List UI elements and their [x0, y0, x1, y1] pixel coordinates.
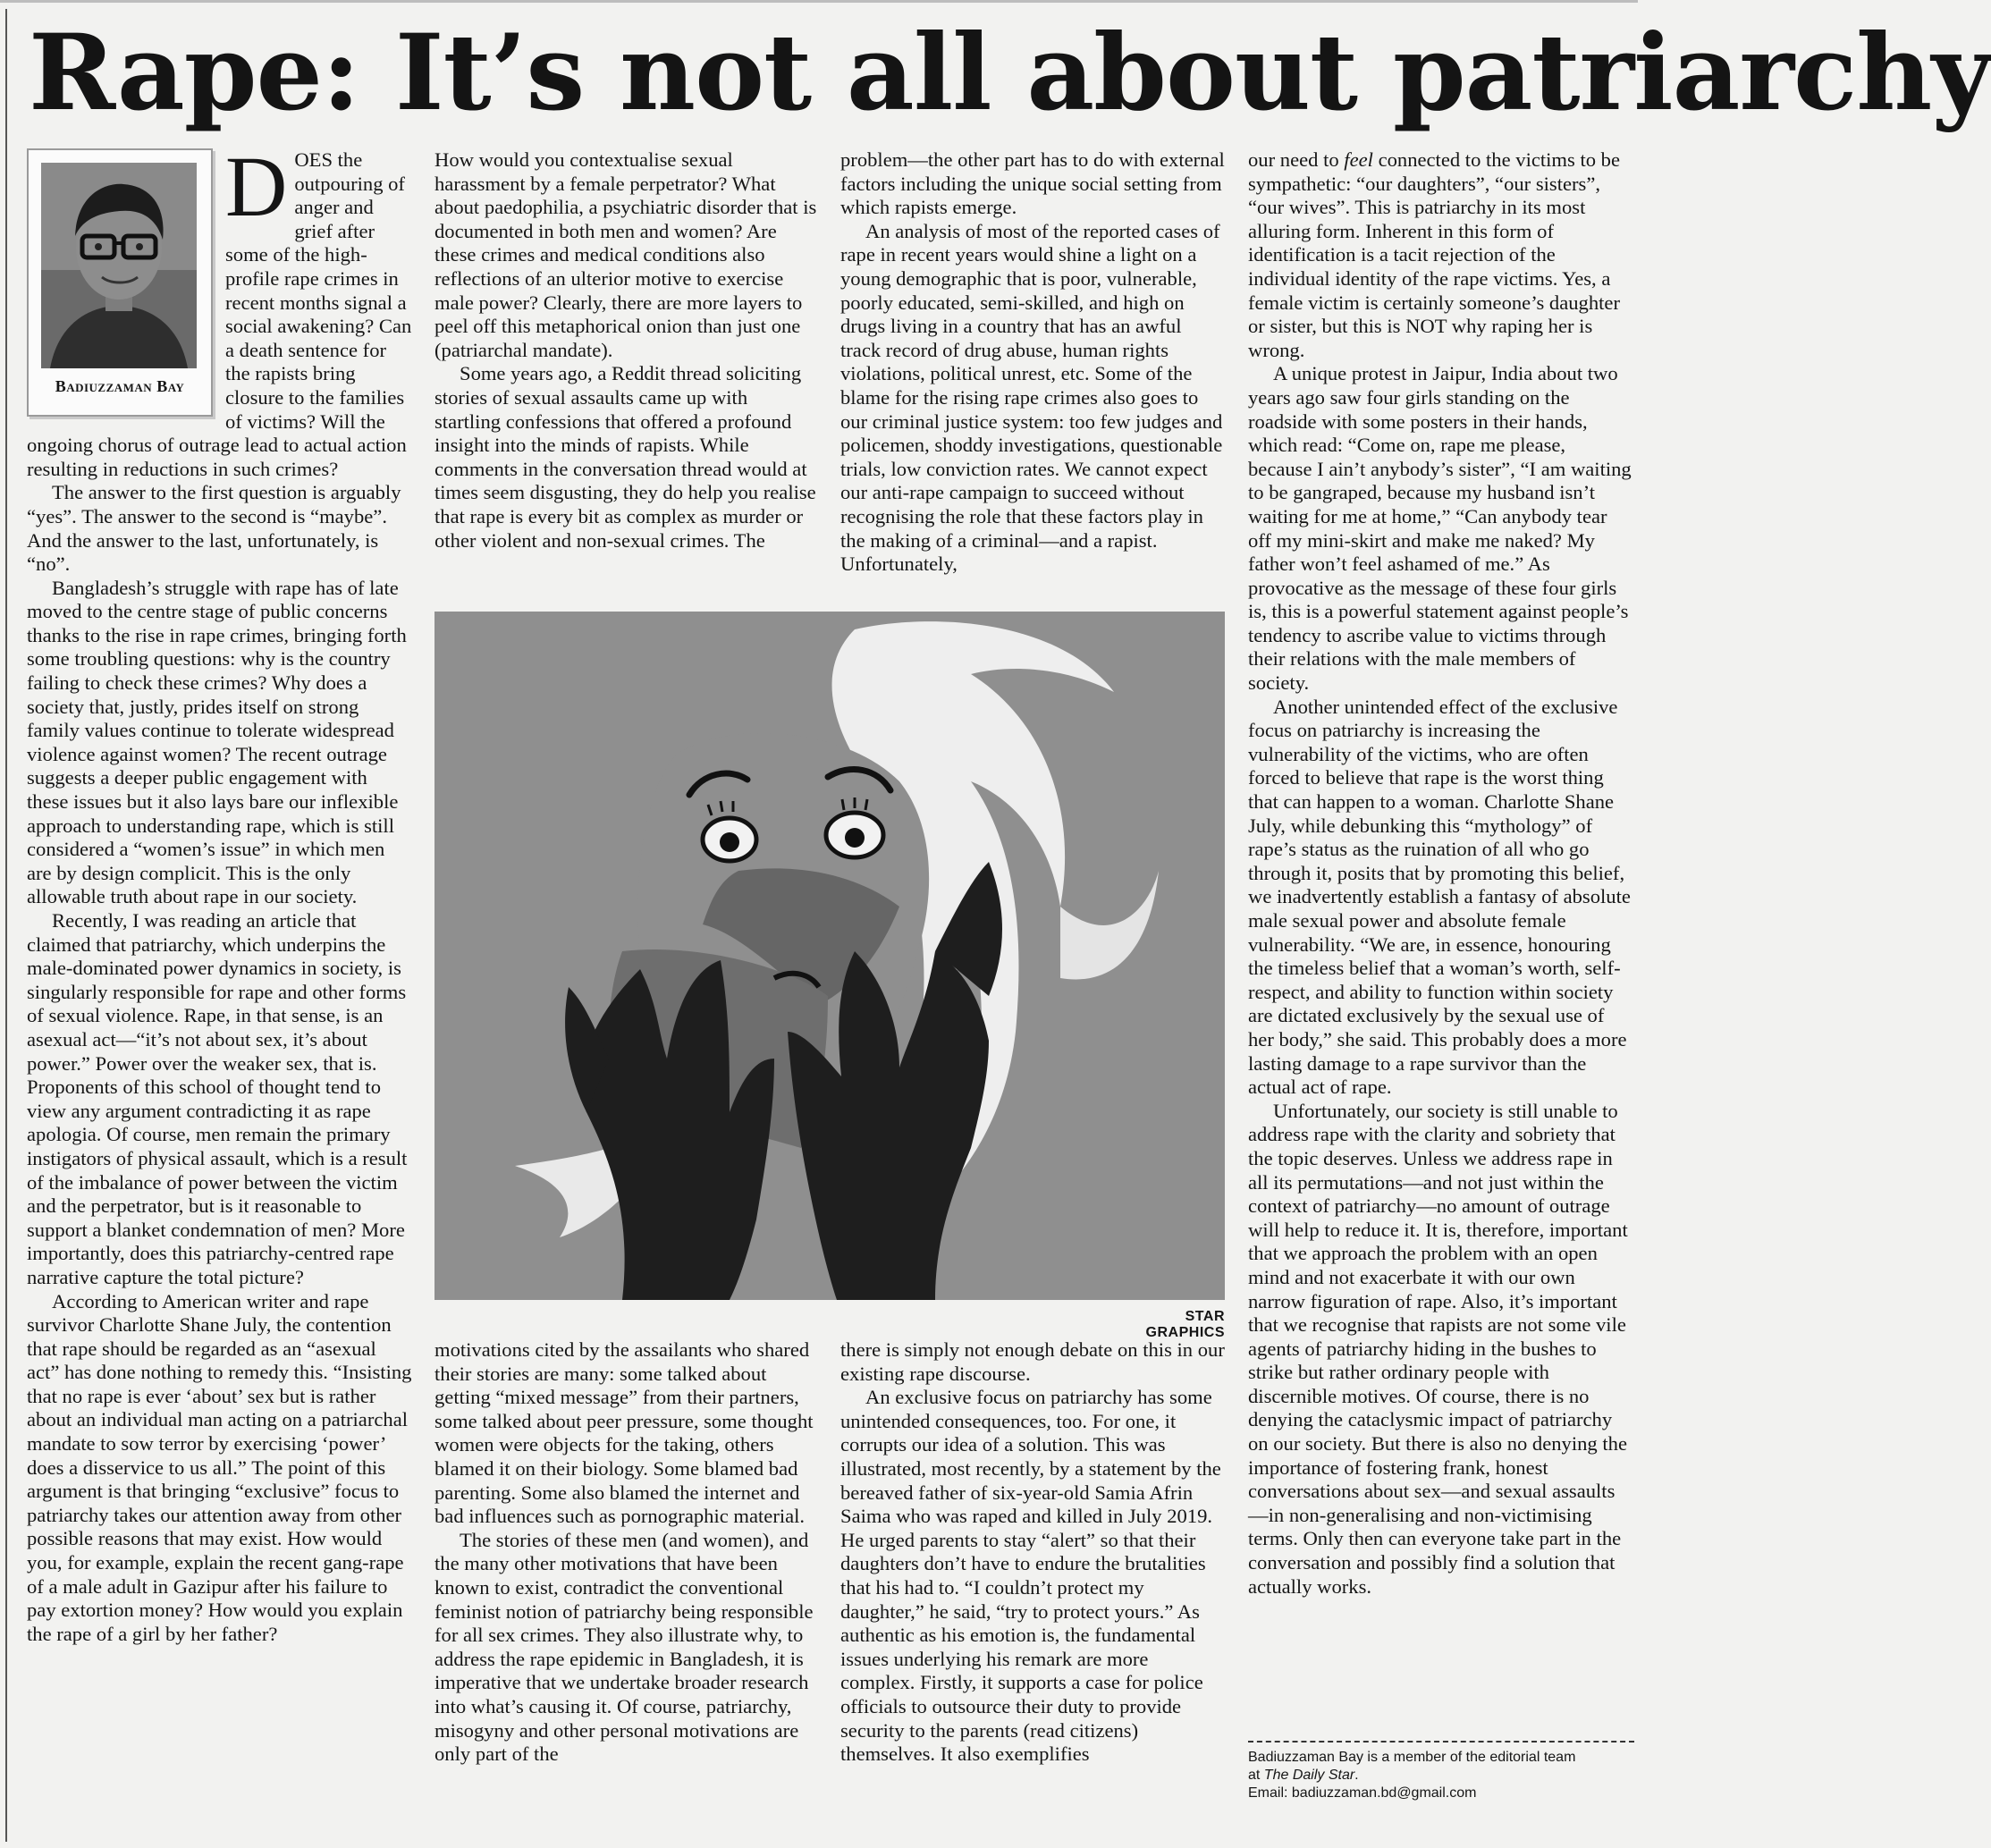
- body-paragraph: How would you contextualise sexual harassment by a female perpetrator? What about paedophilia, a psychiatric disorder that is documented in both men and women? Are these crimes and medical conditions also reflections of an ulterior motive to exercise male power? Clearly, there are more layers to peel off this metaphorical onion than just one (patriarchal mandate).: [434, 148, 817, 361]
- publication-name: The Daily Star: [1263, 1768, 1355, 1783]
- body-paragraph: The answer to the first question is arguably “yes”. The answer to the second is “maybe”. And the answer to the last, unfortunately, is “no”.: [27, 481, 401, 576]
- author-email: Email: badiuzzaman.bd@gmail.com: [1248, 1785, 1477, 1801]
- body-paragraph: motivations cited by the assailants who shared their stories are many: some talked about getting “mixed message” from their partners, some talked about peer pressure, some thought women were objects for the taking, others blamed it on their biology. Some blamed bad parenting. Some also blamed the internet and bad influences such as pornographic material.: [434, 1338, 814, 1528]
- text-run: at: [1248, 1768, 1264, 1783]
- body-paragraph: Bangladesh’s struggle with rape has of late moved to the centre stage of public concerns thanks to the rise in rape crimes, bringing forth some troubling questions: why is the country failing to check these crimes? Why does a society that, justly, prides itself on strong family values continue to tolerate widespread violence against women? The recent outrage suggests a deeper public engagement with these issues but it also lays bare our inflexible approach to understanding rape, which is still considered a “women’s issue” in which men are by design complicit. This is the only allowable truth about rape in our society.: [27, 576, 407, 908]
- column-4: [1248, 148, 1634, 1599]
- column-2-lower: [434, 1338, 817, 1767]
- body-paragraph: An exclusive focus on patriarchy has some unintended consequences, too. For one, it corrupts our idea of a solution. This was illustrated, most recently, by a statement by the bereaved father of six-year-old Samia Afrin Saima who was raped and killed in July 2019. He urged parents to stay “alert” so that their daughters don’t have to endure the brutalities that his had to. “I couldn’t protect my daughter,” he said, “try to protect yours.” As authentic as his emotion is, the fundamental issues underlying his remark are more complex. Firstly, it supports a case for police officials to outsource their duty to provide security to the parents (read citizens) themselves. It also exemplifies: [840, 1386, 1221, 1766]
- drop-cap: D: [225, 139, 288, 234]
- author-photo-box: [27, 148, 213, 417]
- bio-line: Badiuzzaman Bay is a member of the editorial team: [1248, 1750, 1576, 1765]
- bio-line: [1248, 1767, 1634, 1785]
- text-run: our need to: [1248, 148, 1345, 171]
- body-paragraph: Unfortunately, our society is still unable to address rape with the clarity and sobriety that the topic deserves. Unless we address rape in all its permutations—and not just within the context of patriarchy—no amount of outrage will help to reduce it. It is, therefore, important that we approach the problem with an open mind and not exacerbate it with our own narrow figuration of rape. Also, it’s important that we recognise that rapists are not some vile agents of patriarchy hiding in the bushes to strike but rather ordinary people with discernible motives. Of course, there is no denying the cataclysmic impact of patriarchy on our society. But there is also no denying the importance of fostering frank, honest conversations about sex—and sexual assaults—in non-generalising and non-victimising terms. Only then can everyone take part in the conversation and possibly find a solution that actually works.: [1248, 1099, 1628, 1598]
- bio-divider: [1248, 1741, 1634, 1743]
- author-bio: [1248, 1749, 1634, 1802]
- body-paragraph: [1248, 148, 1634, 362]
- column-3-lower: [840, 1338, 1225, 1767]
- body-paragraph: According to American writer and rape survivor Charlotte Shane July, the contention that rape should be regarded as an “asexual act” has done nothing to remedy this. “Insisting that no rape is ever ‘about’ sex but is rather about an individual man acting on a patriarchal mandate to sow terror by exercising ‘power’ does a disservice to us all.” The point of this argument is that bringing “exclusive” focus to patriarchy takes our attention away from other possible reasons that may exist. How would you, for example, explain the recent gang-rape of a male adult in Gazipur after his failure to pay extortion money? How would you explain the rape of a girl by her father?: [27, 1289, 412, 1645]
- lead-text: OES the outpouring of anger and grief after some of the high-profile rape crimes in recent months signal a social awakening? Can a death sentence for the rapists bring closure to the families of victims? Will the ongoing chorus of outrage lead to actual action resulting in reductions in such crimes?: [27, 148, 412, 480]
- emphasis: feel: [1344, 148, 1373, 171]
- body-paragraph: Some years ago, a Reddit thread soliciting stories of sexual assaults came up with startling confessions that offered a profound insight into the minds of rapists. While comments in the conversation thread would at times seem disgusting, they do help you realise that rape is every bit as complex as murder or other violent and non-sexual crimes. The: [434, 362, 816, 552]
- body-paragraph: there is simply not enough debate on this in our existing rape discourse.: [840, 1338, 1225, 1385]
- author-byline: Badiuzzaman Bay: [55, 377, 185, 396]
- body-paragraph: An analysis of most of the reported cases of rape in recent years would shine a light on a young demographic that is poor, vulnerable, poorly educated, semi-skilled, and high on drugs living in a country that has an awful track record of drug abuse, human rights violations, political unrest, etc. Some of the blame for the rising rape crimes also goes to our criminal justice system: too few judges and policemen, shoddy investigations, questionable trials, low conviction rates. We cannot expect our anti-rape campaign to succeed without recognising the role that these factors play in the making of a criminal—and a rapist. Unfortunately,: [840, 219, 1223, 576]
- left-rule: [5, 9, 7, 1842]
- body-paragraph: A unique protest in Jaipur, India about two years ago saw four girls standing on the roadside with some posters in their hands, which read: “Come on, rape me please, because I ain’t anybody’s sister”, “I am waiting to be gangraped, because my husband isn’t waiting for me at home,” “Can anybody tear off my mini-skirt and make me naked? My father won’t feel ashamed of me.” As provocative as the message of these four girls is, this is a powerful statement against people’s tendency to ascribe value to victims through their relations with the male members of society.: [1248, 362, 1632, 695]
- headline: Rape: It’s not all about patriarchy: [29, 11, 1991, 134]
- column-1: [27, 139, 413, 1646]
- text-run: connected to the victims to be sympathetic: “our daughters”, “our sisters”, “our wives”. This is patriarchy in its most alluring form. Inherent in this form of identification is a tacit rejection of the individual identity of the rape victims. Yes, a female victim is certainly someone’s daughter or sister, but this is NOT why raping her is wrong.: [1248, 148, 1620, 361]
- body-paragraph: Recently, I was reading an article that claimed that patriarchy, which underpins the male-dominated power dynamics in society, is singularly responsible for rape and other forms of sexual violence. Rape, in that sense, is an asexual act—“it’s not about sex, it’s about power.” Power over the weaker sex, that is. Proponents of this school of thought tend to view any argument contradicting it as rape apologia. Of course, men remain the primary instigators of physical assault, which is a result of the imbalance of power between the victim and the perpetrator, but is it reasonable to support a blanket condemnation of men? More importantly, does this patriarchy-centred rape narrative capture the total picture?: [27, 909, 408, 1288]
- illustration: [434, 612, 1225, 1300]
- column-3: [840, 148, 1225, 577]
- top-rule: [0, 0, 1638, 3]
- body-paragraph: problem—the other part has to do with external factors including the unique social setting from which rapists emerge.: [840, 148, 1225, 219]
- author-photo: [41, 163, 197, 368]
- illustration-credit: STAR GRAPHICS: [1145, 1309, 1225, 1340]
- body-paragraph: Another unintended effect of the exclusive focus on patriarchy is increasing the vulnerability of the victims, who are often forced to believe that rape is the worst thing that can happen to a woman. Charlotte Shane July, while debunking this “mythology” of rape’s status as the ruination of all who go through it, posits that by promoting this belief, we inadvertently establish a fantasy of absolute male sexual power and absolute female vulnerability. “We are, in essence, honouring the timeless belief that a woman’s worth, self-respect, and ability to function within society are dictated exclusively by the sexual use of her body,” she said. This probably does a more lasting damage to a rape survivor than the actual act of rape.: [1248, 695, 1631, 1099]
- body-paragraph: The stories of these men (and women), and the many other motivations that have been known to exist, contradict the conventional feminist notion of patriarchy being responsible for all sex crimes. They also illustrate why, to address the rape epidemic in Bangladesh, it is imperative that we undertake broader research into what’s causing it. Of course, patriarchy, misogyny and other personal motivations are only part of the: [434, 1528, 814, 1766]
- column-2: [434, 148, 817, 553]
- text-run: .: [1354, 1768, 1359, 1783]
